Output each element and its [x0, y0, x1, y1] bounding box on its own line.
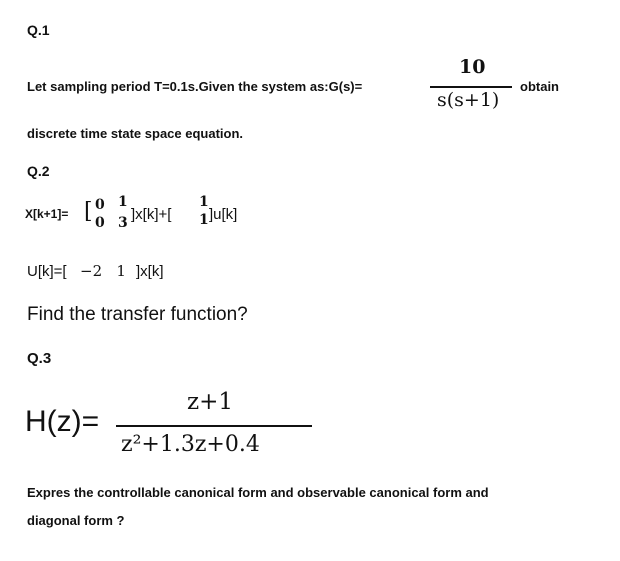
q3-label: Q.3: [27, 350, 52, 367]
q2-a11: 0: [95, 197, 105, 213]
q2-c-matrix: −2 1: [80, 262, 126, 280]
q2-mid: ]x[k]+[: [131, 206, 172, 223]
q3-line1: Expres the controllable canonical form and observable canonical form and: [27, 485, 489, 500]
q2-a22: 3: [118, 215, 128, 231]
q2-tail: ]u[k]: [209, 206, 238, 223]
q2-b1: 1: [199, 194, 209, 210]
q1-numerator: 10: [459, 56, 486, 78]
q2-a-left-bracket: [: [84, 199, 93, 224]
q2-output-lhs: U[k]=[: [27, 263, 67, 280]
q2-label: Q.2: [27, 163, 50, 179]
q2-a21: 0: [95, 215, 105, 231]
q1-label: Q.1: [27, 22, 50, 38]
q2-state-lhs: X[k+1]=: [25, 207, 69, 221]
q2-question: Find the transfer function?: [27, 304, 248, 325]
q1-fraction-bar: [430, 86, 512, 88]
q2-a12: 1: [118, 194, 128, 210]
q1-line2: discrete time state space equation.: [27, 126, 244, 141]
q1-text: Let sampling period T=0.1s.Given the system as:G(s)=: [27, 79, 363, 94]
q3-lhs: H(z)=: [25, 405, 100, 438]
q2-b2: 1: [199, 212, 209, 228]
q1-denominator: s(s+1): [437, 89, 500, 111]
q1-suffix: obtain: [520, 79, 559, 94]
q2-output-tail: ]x[k]: [136, 263, 164, 280]
q3-line2: diagonal form ?: [27, 513, 125, 528]
q3-denominator: z²+1.3z+0.4: [121, 432, 260, 457]
q3-numerator: z+1: [187, 389, 234, 415]
q3-fraction-bar: [116, 425, 312, 427]
